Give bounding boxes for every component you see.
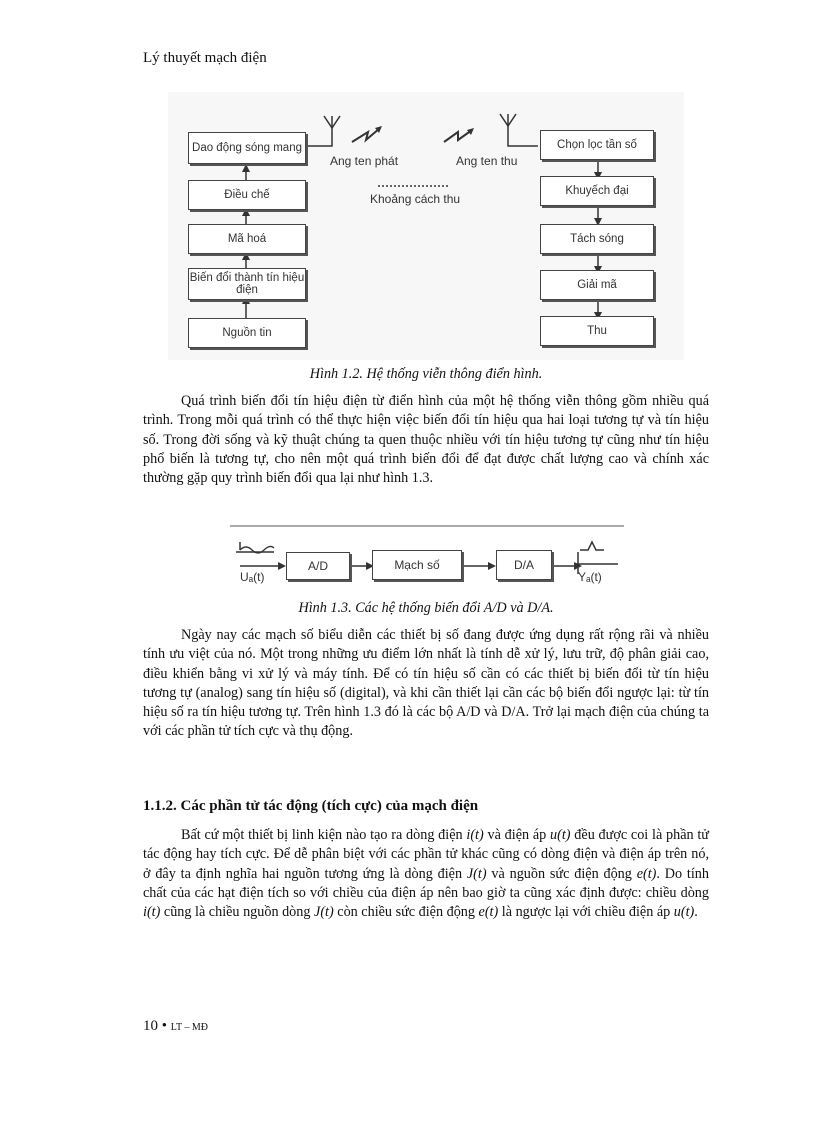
block-detector: Tách sóng: [540, 224, 654, 254]
text-span: đều được coi là phần tử tác động hay tích cực. Để dễ phân biệt với các phần tử khác cũng có dòng điện và điện áp trên nó, ở đây ta định nghĩa hai nguồn tương ứng là dòng điện: [143, 827, 709, 882]
figure-1-3-caption: Hình 1.3. Các hệ thống biến đổi A/D và D/A.: [298, 600, 554, 616]
label-distance: Khoảng cách thu: [370, 192, 461, 206]
page-footer: [143, 1018, 208, 1035]
block-info-source: Nguồn tin: [188, 318, 306, 348]
label-input-signal: Uₐ(t): [240, 570, 265, 584]
symbol-emf: e(t): [478, 904, 499, 921]
text-span: Bất cứ một thiết bị linh kiện nào tạo ra dòng điện: [181, 827, 467, 843]
paragraph-telecom-process-text: Quá trình biến đổi tín hiệu điện từ điển hình của một hệ thống viễn thông gồm nhiều quá trình. Trong mỗi quá trình có thể thực hiện việc biến đổi tín hiệu qua hai loại tương tự và tín hiệu số. Trong đời sống và kỹ thuật chúng ta quen thuộc nhiều với tín hiệu tương tự cũng như tín hiệu phổ biến là tương tự, cho nên một quá trình biến đổi để đạt được chất lượng cao và chính xác thường gặp quy trình biến đổi qua lại như hình 1.3.: [143, 393, 709, 487]
block-encoder: Mã hoá: [188, 224, 306, 254]
symbol-current: i(t): [143, 904, 161, 921]
block-carrier-oscillator: Dao động sóng mang: [188, 132, 306, 164]
block-modulator: Điều chế: [188, 180, 306, 210]
text-span: cũng là chiều nguồn dòng: [160, 904, 315, 921]
symbol-voltage: u(t): [673, 904, 695, 921]
block-digital-circuit: Mạch số: [372, 550, 462, 580]
label-tx-antenna: Ang ten phát: [330, 154, 399, 168]
symbol-emf: e(t): [636, 865, 657, 882]
paragraph-digital-circuits: [143, 626, 709, 742]
symbol-current-source: J(t): [314, 904, 334, 921]
footer-bullet: •: [161, 1018, 168, 1034]
label-output-signal: Yₐ(t): [578, 570, 602, 584]
block-ad-converter: A/D: [286, 552, 350, 580]
text-span: . Do tính chất của các hạt điện tích so với chiều của điện áp nên bao giờ ta cũng xác định được: chiều dòng: [143, 865, 709, 901]
symbol-voltage: u(t): [550, 827, 571, 843]
text-span: là ngược lại với chiều điện áp: [498, 904, 674, 921]
block-amplifier: Khuyếch đại: [540, 176, 654, 206]
block-da-converter: D/A: [496, 550, 552, 580]
section-heading: 1.1.2. Các phần tử tác động (tích cực) của mạch điện: [143, 798, 479, 814]
text-span: còn chiều sức điện động: [333, 904, 479, 921]
footer-code: LT – MĐ: [170, 1022, 208, 1033]
text-span: và nguồn sức điện động: [486, 865, 637, 882]
figure-1-2-caption: Hình 1.2. Hệ thống viễn thông điển hình.: [309, 366, 543, 382]
block-frequency-selector: Chọn lọc tần số: [540, 130, 654, 160]
block-receiver: Thu: [540, 316, 654, 346]
label-rx-antenna: Ang ten thu: [456, 154, 518, 168]
symbol-current: i(t): [466, 827, 484, 843]
page-number: 10: [143, 1018, 158, 1034]
paragraph-telecom-process: [143, 392, 709, 488]
block-decoder: Giải mã: [540, 270, 654, 300]
block-signal-converter: Biến đổi thành tín hiệu điện: [188, 268, 306, 300]
symbol-current-source: J(t): [466, 865, 487, 882]
paragraph-digital-circuits-text: Ngày nay các mạch số biểu diễn các thiết bị số đang được ứng dụng rất rộng rãi và nhiều tính ưu việt của nó. Một trong những ưu điểm lớn nhất là tính dễ xử lý, lưu trữ, độ phân giải cao, điều khiển bằng vi xử lý và máy tính. Để có tín hiệu số cần có các thiết bị biến đổi từ tín hiệu tương tự (analog) sang tín hiệu số (digital), và khi cần thiết lại cần các bộ biến đổi ngược lại: từ tín hiệu số ra tín hiệu tương tự. Trên hình 1.3 đó là các bộ A/D và D/A. Trở lại mạch điện của chúng ta với các phần tử tích cực và thụ động.: [143, 627, 709, 740]
text-span: .: [694, 904, 698, 921]
paragraph-active-elements: [143, 826, 709, 922]
running-header: Lý thuyết mạch điện: [143, 50, 267, 66]
text-span: và điện áp: [483, 827, 551, 843]
figure-telecom-system: [168, 92, 684, 360]
figure-ad-da-system: [226, 522, 626, 598]
